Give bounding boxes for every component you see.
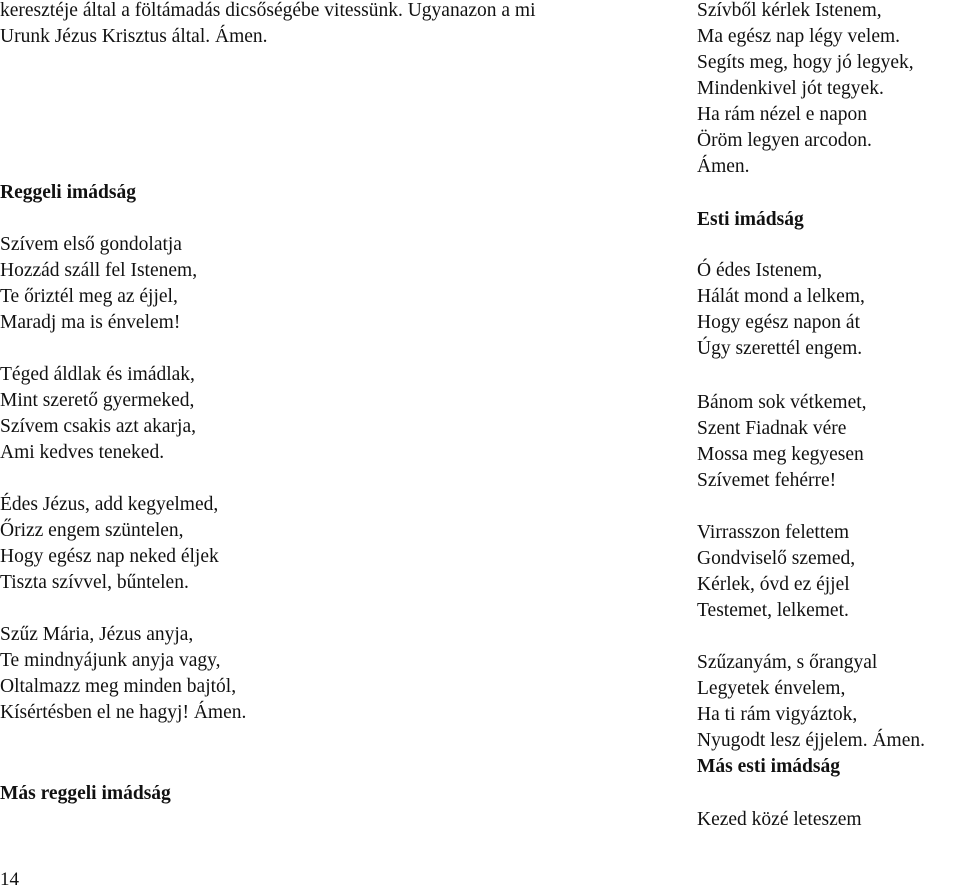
verse-line: Mindenkivel jót tegyek.	[697, 78, 884, 99]
verse-line: Gondviselő szemed,	[697, 548, 856, 569]
verse-line: Szívemet fehérre!	[697, 470, 837, 491]
verse-line: Szűzanyám, s őrangyal	[697, 652, 878, 673]
verse-line: Kérlek, óvd ez éjjel	[697, 574, 850, 595]
intro-line: keresztéje által a föltámadás dicsőségébe vitessünk. Ugyanazon a mi	[0, 0, 536, 21]
verse-line: Nyugodt lesz éjjelem. Ámen.	[697, 730, 925, 751]
verse-line: Hogy egész napon át	[697, 312, 860, 333]
verse-line: Mossa meg kegyesen	[697, 444, 864, 465]
verse-line: Kísértésben el ne hagyj! Ámen.	[0, 702, 247, 723]
verse-line: Bánom sok vétkemet,	[697, 392, 867, 413]
verse-line: Ámen.	[697, 156, 750, 177]
verse-line: Te őriztél meg az éjjel,	[0, 286, 178, 307]
verse-line: Maradj ma is énvelem!	[0, 312, 181, 333]
verse-line: Legyetek énvelem,	[697, 678, 846, 699]
verse-line: Virrasszon felettem	[697, 522, 850, 543]
verse-line: Téged áldlak és imádlak,	[0, 364, 195, 385]
verse-line: Mint szerető gyermeked,	[0, 390, 195, 411]
verse-line: Segíts meg, hogy jó legyek,	[697, 52, 914, 73]
verse-line: Hogy egész nap neked éljek	[0, 546, 219, 567]
verse-line: Ó édes Istenem,	[697, 260, 823, 281]
verse-line: Öröm legyen arcodon.	[697, 130, 872, 151]
verse-line: Testemet, lelkemet.	[697, 600, 849, 621]
verse-line: Édes Jézus, add kegyelmed,	[0, 494, 219, 515]
verse-line: Te mindnyájunk anyja vagy,	[0, 650, 221, 671]
verse-line: Szent Fiadnak vére	[697, 418, 847, 439]
page-number: 14	[0, 869, 19, 890]
verse-line: Hálát mond a lelkem,	[697, 286, 865, 307]
verse-line: Szívem első gondolatja	[0, 234, 182, 255]
verse-line: Szívem csakis azt akarja,	[0, 416, 196, 437]
verse-line: Hozzád száll fel Istenem,	[0, 260, 198, 281]
verse-line: Őrizz engem szüntelen,	[0, 520, 184, 541]
evening-prayer-title: Esti imádság	[697, 209, 804, 230]
morning-prayer-title: Reggeli imádság	[0, 182, 136, 203]
other-morning-prayer-title: Más reggeli imádság	[0, 783, 171, 804]
other-evening-prayer-title: Más esti imádság	[697, 756, 840, 777]
verse-line: Tiszta szívvel, bűntelen.	[0, 572, 189, 593]
verse-line: Szívből kérlek Istenem,	[697, 0, 882, 21]
verse-line: Oltalmazz meg minden bajtól,	[0, 676, 237, 697]
verse-line: Ma egész nap légy velem.	[697, 26, 901, 47]
verse-line: Úgy szerettél engem.	[697, 338, 863, 359]
verse-line: Ami kedves teneked.	[0, 442, 165, 463]
verse-line: Ha ti rám vigyáztok,	[697, 704, 858, 725]
verse-line: Ha rám nézel e napon	[697, 104, 867, 125]
verse-line: Szűz Mária, Jézus anyja,	[0, 624, 194, 645]
intro-line: Urunk Jézus Krisztus által. Ámen.	[0, 26, 268, 47]
verse-line: Kezed közé leteszem	[697, 809, 862, 830]
